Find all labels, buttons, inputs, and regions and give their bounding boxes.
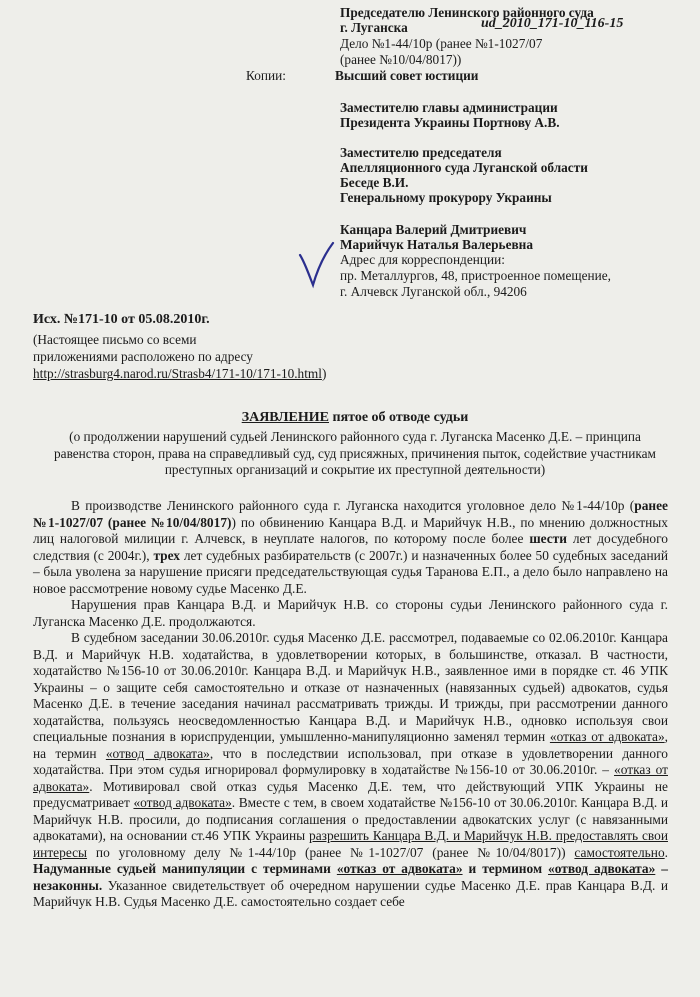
p3-text-c: , на термин (33, 729, 669, 761)
note-line-2: приложениями расположено по адресу (33, 349, 253, 364)
handwritten-check-mark (296, 241, 336, 289)
p1-text-a: В производстве Ленинского районного суда г. Луганска находится уголовное дело №1-44/10р ( (71, 498, 635, 513)
p3-bold-c: – незаконны. (33, 861, 668, 893)
recipient-line-2: г. Луганска (340, 20, 408, 35)
p3-term-challenge: «отвод адвоката» (105, 745, 210, 761)
copy-recipient-3a: Заместителю председателя (340, 145, 502, 160)
p3-text-g: . Мотивировал свой отказ судья Масенко Д.Е. тем, что действующий УПК Украины не предусматривает (33, 778, 668, 810)
note-close-paren: ) (321, 366, 327, 381)
p1-text-g: лет судебных разбирательств (с 2007г.) и назначенных более 50 судебных заседаний – была уволена за нарушение присяги председательствующая судья Таранова Е.П., а дело было направлено на новое рассмотрение новому судье Масенко Д.Е. (33, 547, 668, 596)
sender-address-line-1: пр. Металлургов, 48, пристроенное помещение, (340, 268, 611, 283)
p1-text-c: ) по обвинению Канцара В.Д. и Марийчук Н.В., по мнению должностных лиц налоговой милиции г. Алчевск, в неуплате налогов, по которому после более (33, 514, 668, 546)
sender-address-line-2: г. Алчевск Луганской обл., 94206 (340, 284, 527, 299)
title-rest: пятое об отводе судьи (329, 410, 469, 425)
document-title (40, 410, 670, 426)
p1-text-e: лет досудебного следствия (с 2004г.), (33, 531, 668, 563)
copy-recipient-4: Генеральному прокурору Украины (340, 190, 552, 205)
p3-bold-b: и термином (462, 861, 549, 876)
p3-term-refusal-2: «отказ от адвоката» (33, 762, 668, 794)
paragraph-2: Нарушения прав Канцара В.Д. и Марийчук Н.В. со стороны судьи Ленинского районного суда г. Луганска Масенко Д.Е. продолжаются. (33, 597, 668, 629)
p3-text-s: Указанное свидетельствует об очередном нарушении судье Масенко Д.Е. прав Канцара В.Д. и Марийчук Н.В. Судья Масенко Д.Е. самостоятельно создает себе (33, 877, 668, 909)
p3-text-e: , что в последствии использовал, при отказе в удовлетворении данного ходатайства. При этом судья игнорировал формулировку в ходатайстве №156-10 от 30.06.2010г. – (33, 745, 668, 777)
copy-recipient-1: Высший совет юстиции (335, 68, 479, 83)
p3-permission-request: разрешить Канцара В.Д. и Марийчук Н.В. предоставлять свои интересы (33, 828, 668, 860)
p3-term-challenge-2: «отвод адвоката» (133, 795, 232, 810)
recipient-line-1: Председателю Ленинского районного суда (340, 5, 594, 20)
p3-term-refusal: «отказ от адвоката» (549, 729, 665, 744)
p3-bold-a: Надуманные судьей манипуляции с терминами (33, 861, 337, 876)
case-number-line-2: (ранее №10/04/8017)) (340, 52, 462, 67)
sender-address-label: Адрес для корреспонденции: (340, 252, 505, 267)
copies-label: Копии: (246, 68, 286, 83)
p3-bold-term-challenge: «отвод адвоката» (548, 861, 656, 876)
p3-text-k: по уголовному делу №1-44/10р (ранее №1-1027/07 (ранее №10/04/8017)) (87, 844, 575, 860)
note-line-3 (33, 366, 326, 382)
p3-text-i: . Вместе с тем, в своем ходатайстве №156-10 от 30.06.2010г. Канцара В.Д. и Марийчук Н.В. просили, до подписания соглашения о предоставлении адвокатских услуг (с навязанными адвокатами), на основании ст.46 УПК Украины (33, 795, 668, 843)
outgoing-reference: Исх. №171-10 от 05.08.2010г. (33, 312, 210, 327)
p1-three: трех (153, 547, 180, 563)
copy-recipient-2b: Президента Украины Портнову А.В. (340, 115, 560, 130)
paragraph-1 (33, 498, 668, 597)
paragraph-3 (33, 630, 668, 911)
p3-bold-term-refusal: «отказ от адвоката» (336, 861, 463, 876)
note-url-link[interactable]: http://strasburg4.narod.ru/Strasb4/171-10/171-10.html (33, 366, 322, 381)
p1-six: шести (529, 531, 567, 546)
copy-recipient-3c: Беседе В.И. (340, 175, 409, 190)
document-body (33, 498, 668, 911)
document-subtitle: (о продолжении нарушений судьей Ленинского районного суда г. Луганска Масенко Д.Е. – принципа равенства сторон, права на справедливый суд, суд присяжных, причинения пыток, содействие участникам преступных организаций и сокрытие их преступной деятельности) (54, 429, 656, 478)
copy-recipient-2a: Заместителю главы администрации (340, 100, 558, 115)
document-id: ud_2010_171-10_116-15 (481, 16, 624, 31)
title-word: ЗАЯВЛЕНИЕ (241, 410, 329, 425)
p3-text-a: В судебном заседании 30.06.2010г. судья Масенко Д.Е. рассмотрел, подаваемые со 02.06.2010г. Канцара В.Д. и Марийчук Н.В. ходатайства, в удовлетворении которых, в большинстве, отказал. В частности, ходатайство №156-10 от 30.06.2010г. Канцара В.Д. и Марийчук Н.В., заявленное ими в порядке ст. 46 УПК Украины – о защите себя самостоятельно и отказе от назначенных (навязанных судьей) адвокатов, судья Масенко Д.Е. в течение заседания начинал рассматривать трижды. И трижды, при рассмотрении данного ходатайства, пользуясь неосведомленностью Канцара В.Д. и Марийчук Н.В., одновко используя свои специальные познания в юриспруденции, умышленно-манипуляционно заменял термин (33, 630, 668, 744)
sender-name-2: Марийчук Наталья Валерьевна (340, 237, 533, 252)
p3-text-m: . (664, 844, 668, 860)
sender-name-1: Канцара Валерий Дмитриевич (340, 222, 527, 237)
p3-independently: самостоятельно (574, 844, 665, 860)
p1-case-numbers: ранее №1-1027/07 (ранее №10/04/8017) (33, 498, 668, 530)
note-line-1: (Настоящее письмо со всеми (33, 332, 197, 347)
copy-recipient-3b: Апелляционного суда Луганской области (340, 160, 588, 175)
case-number-line: Дело №1-44/10р (ранее №1-1027/07 (340, 36, 543, 51)
